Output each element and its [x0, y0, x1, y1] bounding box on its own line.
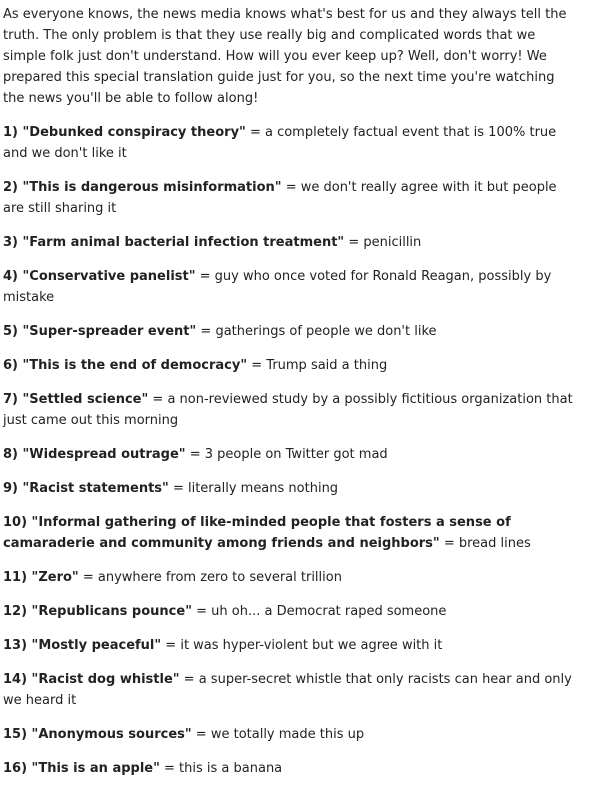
item-term: 4) "Conservative panelist": [3, 269, 196, 284]
item-term: 11) "Zero": [3, 570, 79, 585]
item-meaning: = gatherings of people we don't like: [196, 324, 437, 339]
item-term: 6) "This is the end of democracy": [3, 358, 248, 373]
item-term: 3) "Farm animal bacterial infection treatment": [3, 235, 345, 250]
item-term: 1) "Debunked conspiracy theory": [3, 125, 246, 140]
item-meaning: = Trump said a thing: [247, 358, 388, 373]
list-item: [3, 669, 581, 711]
item-term: 7) "Settled science": [3, 392, 149, 407]
list-item: [3, 635, 581, 656]
item-meaning: = penicillin: [344, 235, 422, 250]
list-item: [3, 389, 581, 431]
list-item: [3, 232, 581, 253]
item-term: 15) "Anonymous sources": [3, 727, 192, 742]
list-item: [3, 321, 581, 342]
item-term: 8) "Widespread outrage": [3, 447, 186, 462]
item-meaning: = a non-reviewed study by a possibly fictitious organization that just came out this morning: [3, 392, 573, 428]
item-term: 14) "Racist dog whistle": [3, 672, 180, 687]
list-item: [3, 512, 581, 554]
item-term: 16) "This is an apple": [3, 761, 160, 776]
item-meaning: = 3 people on Twitter got mad: [185, 447, 388, 462]
item-term: 13) "Mostly peaceful": [3, 638, 162, 653]
item-meaning: = a super-secret whistle that only racists can hear and only we heard it: [3, 672, 572, 708]
list-item: [3, 177, 581, 219]
item-meaning: = we totally made this up: [191, 727, 365, 742]
list-item: [3, 355, 581, 376]
item-term: 5) "Super-spreader event": [3, 324, 197, 339]
item-meaning: = it was hyper-violent but we agree with it: [161, 638, 443, 653]
item-meaning: = uh oh... a Democrat raped someone: [191, 604, 447, 619]
item-term: 2) "This is dangerous misinformation": [3, 180, 282, 195]
item-term: 10) "Informal gathering of like-minded people that fosters a sense of camaraderie and community among friends and neighbors": [3, 515, 511, 551]
item-meaning: = guy who once voted for Ronald Reagan, possibly by mistake: [3, 269, 552, 305]
intro-paragraph: As everyone knows, the news media knows what's best for us and they always tell the truth. The only problem is that they use really big and complicated words that we simple folk just don't understand. How will you ever keep up? Well, don't worry! We prepared this special translation guide just for you, so the next time you're watching the news you'll be able to follow along!: [3, 7, 567, 106]
list-item: [3, 724, 581, 745]
list-item: [3, 444, 581, 465]
translation-list: [3, 122, 584, 779]
item-term: 12) "Republicans pounce": [3, 604, 192, 619]
list-item: [3, 758, 581, 779]
item-meaning: = this is a banana: [159, 761, 283, 776]
list-item: [3, 601, 581, 622]
list-item: [3, 478, 581, 499]
item-term: 9) "Racist statements": [3, 481, 169, 496]
list-item: [3, 567, 581, 588]
item-meaning: = bread lines: [439, 536, 531, 551]
item-meaning: = literally means nothing: [168, 481, 339, 496]
item-meaning: = we don't really agree with it but people are still sharing it: [3, 180, 557, 216]
list-item: [3, 122, 581, 164]
list-item: [3, 266, 581, 308]
item-meaning: = a completely factual event that is 100% true and we don't like it: [3, 125, 557, 161]
item-meaning: = anywhere from zero to several trillion: [78, 570, 342, 585]
